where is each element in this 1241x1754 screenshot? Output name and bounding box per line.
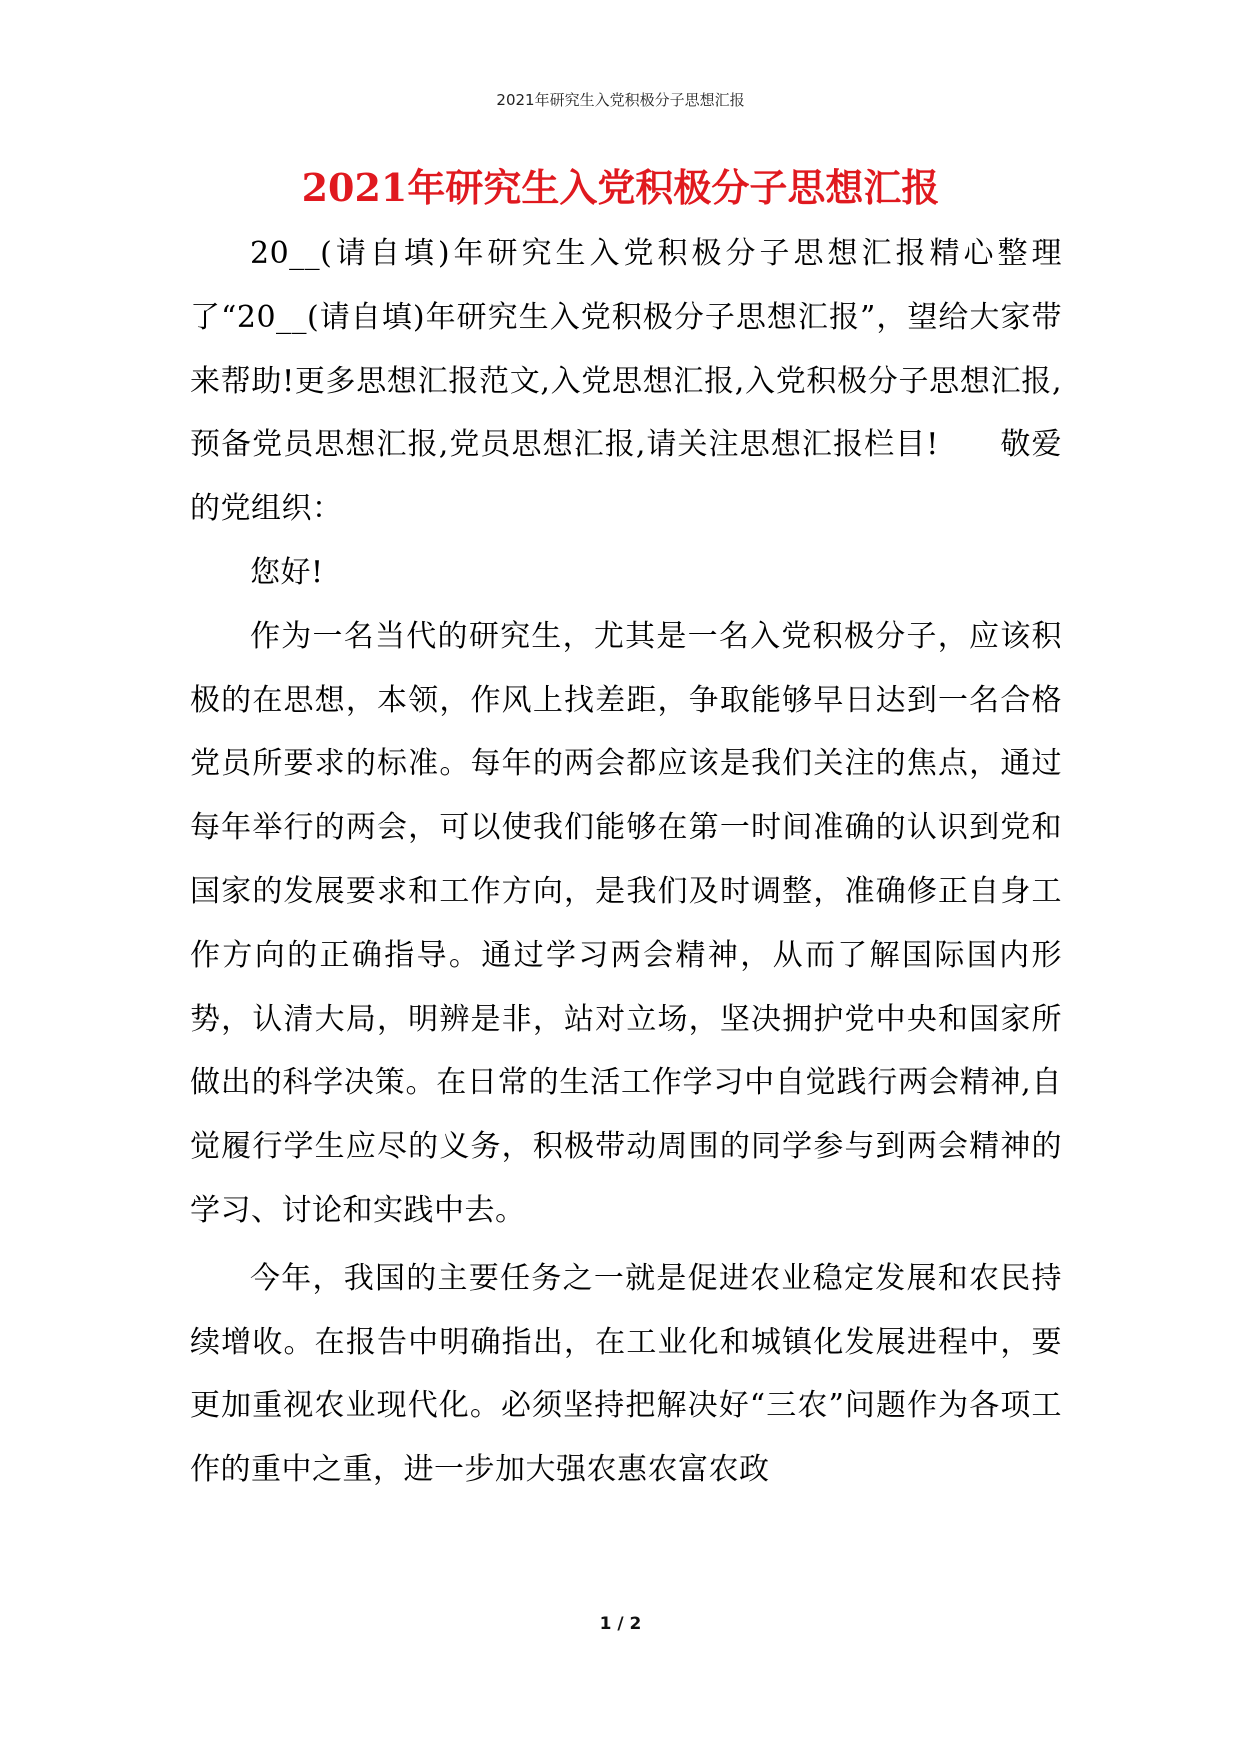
greeting: 您好! [250, 554, 324, 590]
running-header: 2021年研究生入党积极分子思想汇报 [496, 91, 745, 109]
body-paragraph-2: 今年，我国的主要任务之一就是促进农业稳定发展和农民持续增收。在报告中明确指出，在工业化和城镇化发展进程中，要更加重视农业现代化。必须坚持把解决好“三农”问题作为各项工作的重中之重，进一步加大强农惠农富农政 [190, 1260, 1062, 1488]
intro-paragraph [190, 222, 1062, 541]
salutation: 敬爱的党组织： [190, 427, 1062, 527]
document-title: 2021年研究生入党积极分子思想汇报 [301, 165, 940, 210]
document-body [190, 222, 1062, 1502]
intro-text: 20__(请自填)年研究生入党积极分子思想汇报精心整理了“20__(请自填)年研究生入党积极分子思想汇报”，望给大家带来帮助!更多思想汇报范文,入党思想汇报,入党积极分子思想汇报,预备党员思想汇报,党员思想汇报,请关注思想汇报栏目! [190, 236, 1062, 463]
page-number: 1 / 2 [599, 1614, 642, 1634]
body-paragraph-1: 作为一名当代的研究生，尤其是一名入党积极分子，应该积极的在思想，本领，作风上找差距，争取能够早日达到一名合格党员所要求的标准。每年的两会都应该是我们关注的焦点，通过每年举行的两会，可以使我们能够在第一时间准确的认识到党和国家的发展要求和工作方向，是我们及时调整，准确修正自身工作方向的正确指导。通过学习两会精神，从而了解国际国内形势，认清大局，明辨是非，站对立场，坚决拥护党中央和国家所做出的科学决策。在日常的生活工作学习中自觉践行两会精神,自觉履行学生应尽的义务，积极带动周围的同学参与到两会精神的学习、讨论和实践中去。 [190, 618, 1062, 1228]
